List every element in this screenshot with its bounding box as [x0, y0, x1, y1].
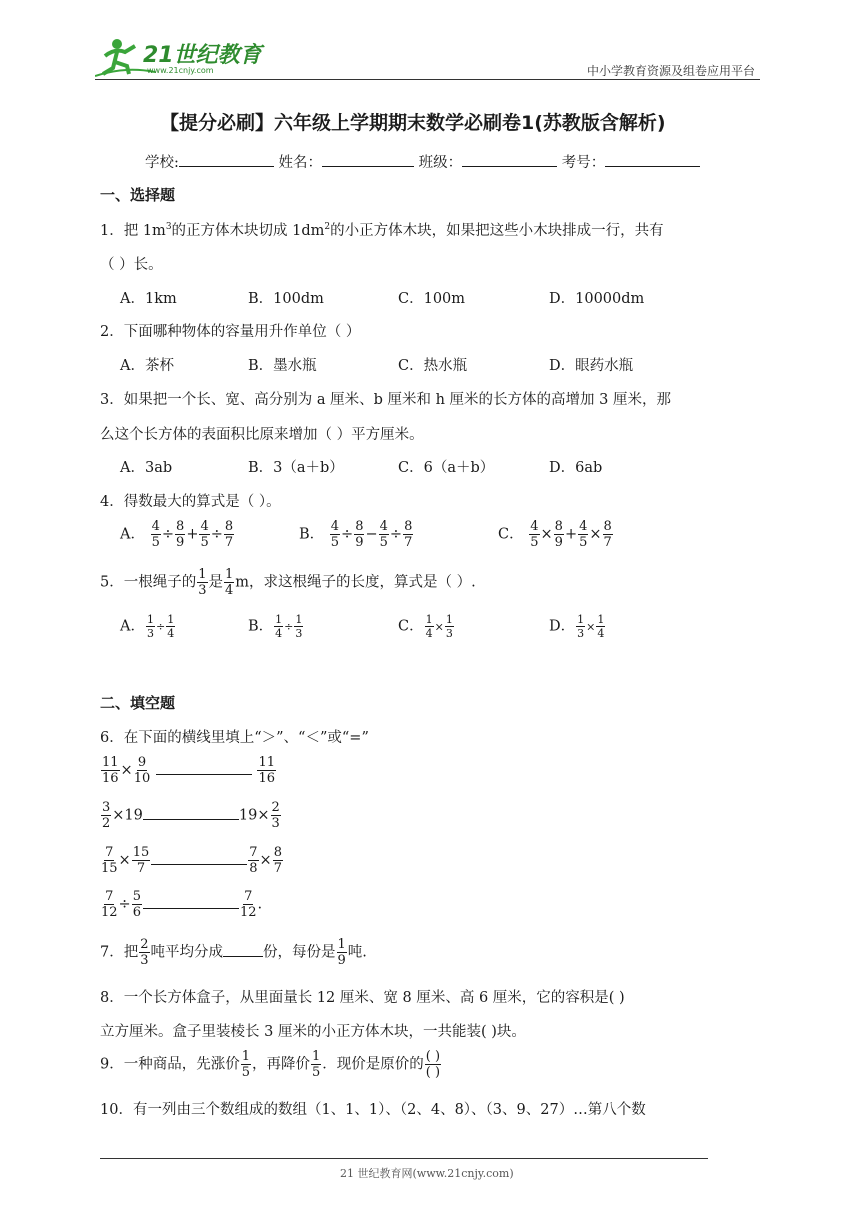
q6-blank-4[interactable]: [143, 894, 239, 909]
footer-text: 21 世纪教育网(www.21cnjy.com): [340, 1167, 514, 1180]
q2-option-b[interactable]: B．墨水瓶: [248, 358, 317, 374]
q3-option-d[interactable]: D．6ab: [549, 460, 603, 476]
question-6: 6．在下面的横线里填上“＞”、“＜”或“=”: [100, 730, 369, 746]
q1-option-b[interactable]: B．100dm: [248, 291, 324, 307]
q1-option-d[interactable]: D．10000dm: [549, 291, 645, 307]
class-label: 班级：: [418, 155, 463, 171]
name-blank: [322, 152, 414, 167]
q6-row-2: $\frac{3}{2}$ ×19 19× $\frac{2}{3}$: [102, 800, 280, 831]
q2-option-a[interactable]: A．茶杯: [120, 358, 174, 374]
name-label: 姓名：: [278, 155, 322, 171]
q6-blank-3[interactable]: [151, 850, 247, 865]
q5-option-a[interactable]: A． $\frac{1}{3}$ ÷ $\frac{1}{4}$: [120, 613, 175, 640]
student-info-line: [145, 151, 700, 172]
school-blank: [179, 152, 274, 167]
q6-row-4: $\frac{7}{12}$ ÷ $\frac{5}{6}$ $\frac{7}{12}$ .: [101, 889, 263, 920]
section-heading-fill: 二、填空题: [100, 694, 176, 712]
q1-option-c[interactable]: C．100m: [398, 291, 466, 307]
section-heading-choice: 一、选择题: [100, 186, 176, 204]
question-8-line2: 立方厘米。盒子里装棱长 3 厘米的小正方体木块，一共能装( )块。: [100, 1024, 526, 1040]
header-rule: [95, 79, 760, 80]
header-platform-text: 中小学教育资源及组卷应用平台: [586, 64, 755, 78]
question-3-line1: 3．如果把一个长、宽、高分别为 a 厘米、b 厘米和 h 厘米的长方体的高增加 3 厘米，那: [100, 392, 671, 408]
q3-option-a[interactable]: A．3ab: [120, 460, 173, 476]
page-title: 【提分必刷】六年级上学期期末数学必刷卷1(苏教版含解析): [160, 112, 666, 134]
question-3-line2: 么这个长方体的表面积比原来增加（ ）平方厘米。: [100, 427, 424, 443]
q5-option-b[interactable]: B． $\frac{1}{4}$ ÷ $\frac{1}{3}$: [248, 613, 303, 640]
question-10: 10．有一列由三个数组成的数组（1、1、1）、（2、4、8）、（3、9、27）…第八个数: [100, 1102, 646, 1118]
footer-rule: [100, 1158, 708, 1159]
question-1-line2: （ ）长。: [100, 257, 163, 273]
q5-option-c[interactable]: C． $\frac{1}{4}$ × $\frac{1}{3}$: [398, 613, 453, 640]
q5-option-d[interactable]: D． $\frac{1}{3}$ × $\frac{1}{4}$: [549, 613, 605, 640]
q6-row-3: $\frac{7}{15}$ × $\frac{15}{7}$ $\frac{7}{8}$ × $\frac{8}{7}$: [101, 845, 282, 876]
question-7: 7．把 $\frac{2}{3}$ 吨平均分成 份，每份是 $\frac{1}{9}$ 吨.: [100, 937, 367, 968]
q3-option-c[interactable]: C．6（a＋b）: [398, 460, 495, 476]
logo-text: 21世纪教育: [143, 43, 262, 68]
school-label: 学校:: [145, 155, 179, 171]
q4-option-c[interactable]: C． $\frac{4}{5}$ × $\frac{8}{9}$ + $\frac{4}{5}$ × $\frac{8}{7}$: [498, 519, 612, 550]
number-blank: [605, 152, 700, 167]
site-logo: [95, 36, 260, 78]
question-1-line1: 1．把 $1m^3$的正方体木块切成 $1dm^2$的小正方体木块，如果把这些小木块排成一行，共有: [100, 222, 664, 239]
q6-blank-2[interactable]: [143, 805, 239, 820]
q2-option-c[interactable]: C．热水瓶: [398, 358, 468, 374]
q4-option-b[interactable]: B． $\frac{4}{5}$ ÷ $\frac{8}{9}$ − $\frac{4}{5}$ ÷ $\frac{8}{7}$: [299, 519, 413, 550]
question-8-line1: 8．一个长方体盒子，从里面量长 12 厘米、宽 8 厘米、高 6 厘米，它的容积是( ): [100, 990, 625, 1006]
q7-blank[interactable]: [223, 942, 263, 957]
q2-option-d[interactable]: D．眼药水瓶: [549, 358, 634, 374]
logo-url: www.21cnjy.com: [147, 66, 214, 75]
number-label: 考号：: [561, 155, 606, 171]
question-2: 2．下面哪种物体的容量用升作单位（ ）: [100, 324, 361, 340]
class-blank: [462, 152, 557, 167]
q6-row-1: $\frac{11}{16}$ × $\frac{9}{10}$ $\frac{11}{16}$: [102, 755, 276, 786]
q3-option-b[interactable]: B．3（a＋b）: [248, 460, 344, 476]
question-9: 9．一种商品，先涨价 $\frac{1}{5}$ ，再降价 $\frac{1}{5}$ ．现价是原价的 $\frac{( )}{( )}$: [100, 1049, 441, 1080]
question-4: 4．得数最大的算式是（ ）。: [100, 494, 281, 510]
q4-option-a[interactable]: A． $\frac{4}{5}$ ÷ $\frac{8}{9}$ + $\frac{4}{5}$ ÷ $\frac{8}{7}$: [120, 519, 234, 550]
q6-blank-1[interactable]: [156, 760, 252, 775]
question-5: 5．一根绳子的 $\frac{1}{3}$ 是 $\frac{1}{4}$ m，求这根绳子的长度，算式是（ ）.: [100, 567, 476, 598]
q1-option-a[interactable]: A．1km: [120, 291, 177, 307]
